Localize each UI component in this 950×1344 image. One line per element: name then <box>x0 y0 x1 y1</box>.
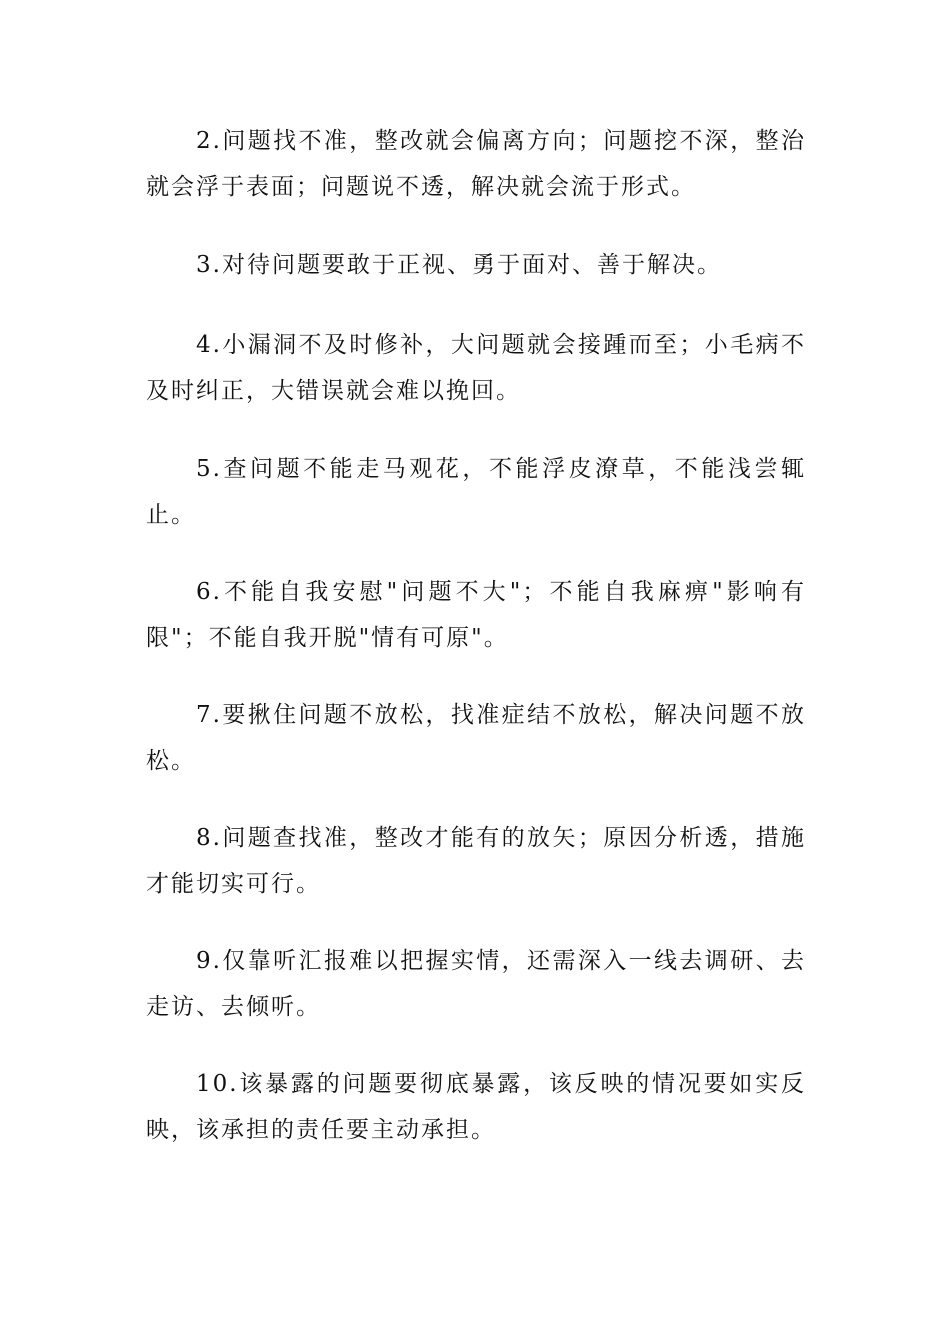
paragraph-7: 7.要揪住问题不放松，找准症结不放松，解决问题不放松。 <box>146 702 806 774</box>
paragraph-4: 4.小漏洞不及时修补，大问题就会接踵而至；小毛病不及时纠正，大错误就会难以挽回。 <box>146 332 806 404</box>
paragraph-10: 10.该暴露的问题要彻底暴露，该反映的情况要如实反映，该承担的责任要主动承担。 <box>146 1071 806 1143</box>
paragraph-3: 3.对待问题要敢于正视、勇于面对、善于解决。 <box>196 252 722 278</box>
paragraph-8: 8.问题查找准，整改才能有的放矢；原因分析透，措施才能切实可行。 <box>146 825 806 897</box>
paragraph-2: 2.问题找不准，整改就会偏离方向；问题挖不深，整治就会浮于表面；问题说不透，解决就会流于形式。 <box>146 128 806 200</box>
paragraph-6: 6.不能自我安慰"问题不大"；不能自我麻痹"影响有限"；不能自我开脱"情有可原"。 <box>146 579 806 651</box>
paragraph-5: 5.查问题不能走马观花，不能浮皮潦草，不能浅尝辄止。 <box>146 456 806 528</box>
paragraph-9: 9.仅靠听汇报难以把握实情，还需深入一线去调研、去走访、去倾听。 <box>146 948 806 1020</box>
